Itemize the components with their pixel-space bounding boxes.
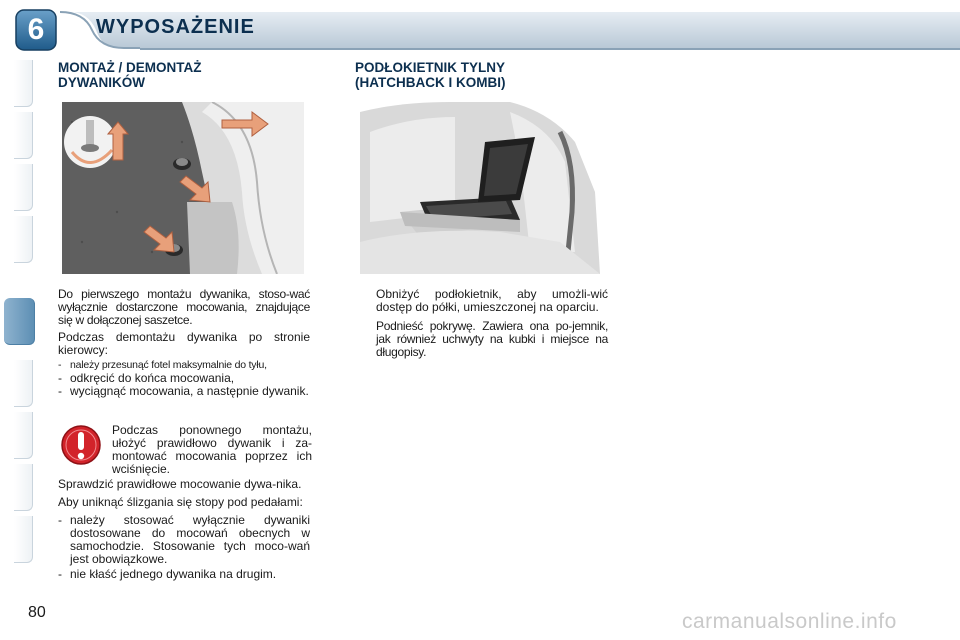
pointing-hand-icon xyxy=(356,320,376,359)
dash-marker: - xyxy=(58,384,62,398)
chapter-header xyxy=(0,0,960,52)
chapter-tab-9[interactable] xyxy=(14,464,33,511)
page-number: 80 xyxy=(28,604,46,621)
chapter-number: 6 xyxy=(27,13,45,46)
chapter-tab-4[interactable] xyxy=(14,216,33,263)
chapter-tab-2[interactable] xyxy=(14,112,33,159)
armrest-body xyxy=(356,288,608,365)
section-title-line2: (HATCHBACK I KOMBI) xyxy=(355,75,506,90)
list-item: - wyciągnąć mocowania, a następnie dywanik. xyxy=(58,384,309,398)
paragraph-first-fitting: Do pierwszego montażu dywanika, stoso-wać wyłącznie dostarczone mocowania, znajdujące się w dołączonej saszetce. xyxy=(58,287,310,327)
page-title: WYPOSAŻENIE xyxy=(96,16,255,38)
warning-note xyxy=(60,424,312,478)
list-item: - należy przesunąć fotel maksymalnie do tyłu, xyxy=(58,359,267,371)
list-item: - należy stosować wyłącznie dywaniki dostosowane do mocowań obecnych w samochodzie. Stosowanie tych moco-wań jest obowiązkowe. xyxy=(58,513,310,566)
watermark: carmanualsonline.info xyxy=(682,610,897,633)
section-title-line1: MONTAŻ / DEMONTAŻ xyxy=(58,60,202,75)
chapter-tab-7[interactable] xyxy=(14,360,33,407)
list-item: - nie kłaść jednego dywanika na drugim. xyxy=(58,567,277,581)
section-floor-mats-header xyxy=(58,60,310,90)
chapter-tabs xyxy=(0,60,34,580)
warning-text: Podczas ponownego montażu, ułożyć prawidłowo dywanik i za-montować mocowania poprzez ich wciśnięcie. xyxy=(112,423,312,476)
removal-steps-list xyxy=(58,359,310,398)
chapter-tab-6-active[interactable] xyxy=(4,298,35,345)
chapter-tab-8[interactable] xyxy=(14,412,33,459)
paragraph-check-fitting: Sprawdzić prawidłowe mocowanie dywa-nika. xyxy=(58,477,302,491)
list-item: Obniżyć podłokietnik, aby umożli-wić dostęp do półki, umieszczonej na oparciu. xyxy=(356,288,608,314)
list-item: - odkręcić do końca mocowania, xyxy=(58,371,235,385)
pointing-hand-icon xyxy=(356,288,376,314)
rear-armrest-illustration xyxy=(360,102,600,274)
floor-mats-body xyxy=(58,288,310,398)
section-title-line2: DYWANIKÓW xyxy=(58,75,145,90)
safety-rules-list xyxy=(58,514,310,581)
section-title-line1: PODŁOKIETNIK TYLNY xyxy=(355,60,506,75)
dash-marker: - xyxy=(58,371,62,385)
chapter-tab-3[interactable] xyxy=(14,164,33,211)
paragraph-pedal-safety: Aby uniknąć ślizgania się stopy pod pedałami: xyxy=(58,495,303,509)
list-item: Podnieść pokrywę. Zawiera ona po-jemnik, jak również uchwyty na kubki i miejsce na długopisy. xyxy=(356,320,608,359)
dash-marker: - xyxy=(58,513,62,527)
chapter-tab-1[interactable] xyxy=(14,60,33,107)
exclamation-warning-icon xyxy=(60,424,102,466)
paragraph-removal-intro: Podczas demontażu dywanika po stronie kierowcy: xyxy=(58,330,310,357)
chapter-tab-10[interactable] xyxy=(14,516,33,563)
dash-marker: - xyxy=(58,567,62,581)
floor-mat-illustration xyxy=(62,102,304,274)
dash-marker: - xyxy=(58,359,62,371)
floor-mats-safety xyxy=(58,478,310,581)
section-armrest-header xyxy=(355,60,610,90)
